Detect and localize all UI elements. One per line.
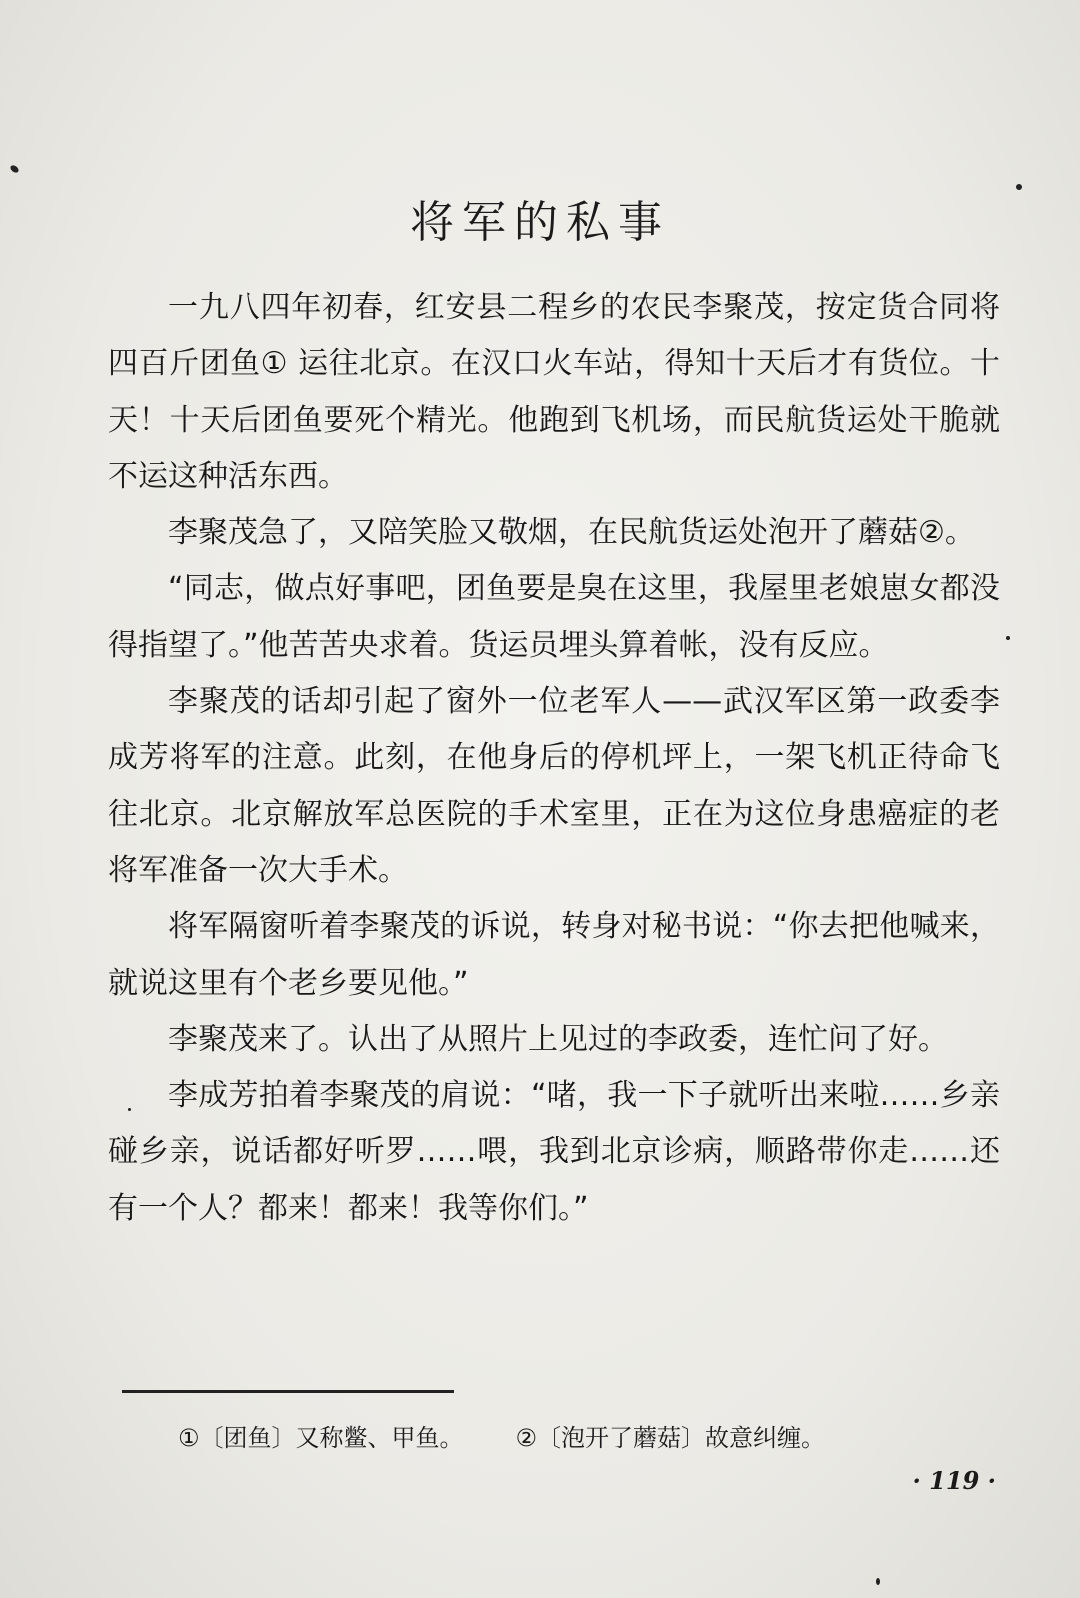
footnote-divider bbox=[122, 1390, 454, 1393]
footnote-2: ②〔泡开了蘑菇〕故意纠缠。 bbox=[515, 1424, 826, 1452]
page-number: · 119 · bbox=[912, 1466, 996, 1495]
ink-speck bbox=[876, 1578, 880, 1585]
paragraph: 李成芳拍着李聚茂的肩说：“啫，我一下子就听出来啦……乡亲碰乡亲，说话都好听罗……喂，我到北京诊病，顺路带你走……还有一个人？都来！都来！我等你们。” bbox=[108, 1078, 1000, 1226]
footnote-1: ①〔团鱼〕又称鳖、甲鱼。 bbox=[178, 1424, 464, 1452]
ink-speck bbox=[1006, 636, 1010, 640]
ink-speck bbox=[9, 164, 20, 174]
paragraph: 李聚茂的话却引起了窗外一位老军人——武汉军区第一政委李成芳将军的注意。此刻，在他身后的停机坪上，一架飞机正待命飞往北京。北京解放军总医院的手术室里，正在为这位身患癌症的老将军准备一次大手术。 bbox=[108, 684, 1000, 888]
paragraph: “同志，做点好事吧，团鱼要是臭在这里，我屋里老娘崽女都没得指望了。”他苦苦央求着。货运员埋头算着帐，没有反应。 bbox=[108, 571, 1000, 663]
article-body bbox=[108, 280, 1000, 1237]
page-title: 将军的私事 bbox=[410, 197, 670, 248]
paragraph: 将军隔窗听着李聚茂的诉说，转身对秘书说：“你去把他喊来，就说这里有个老乡要见他。” bbox=[108, 909, 1000, 1001]
ink-speck bbox=[1016, 184, 1022, 190]
ink-speck bbox=[128, 1108, 131, 1111]
paragraph: 李聚茂急了，又陪笑脸又敬烟，在民航货运处泡开了蘑菇②。 bbox=[168, 515, 975, 551]
paragraph: 一九八四年初春，红安县二程乡的农民李聚茂，按定货合同将四百斤团鱼① 运往北京。在汉口火车站，得知十天后才有货位。十天！十天后团鱼要死个精光。他跑到飞机场，而民航货运处干脆就不运这种活东西。 bbox=[108, 290, 1000, 494]
paragraph: 李聚茂来了。认出了从照片上见过的李政委，连忙问了好。 bbox=[168, 1021, 948, 1057]
footnotes bbox=[178, 1418, 998, 1453]
